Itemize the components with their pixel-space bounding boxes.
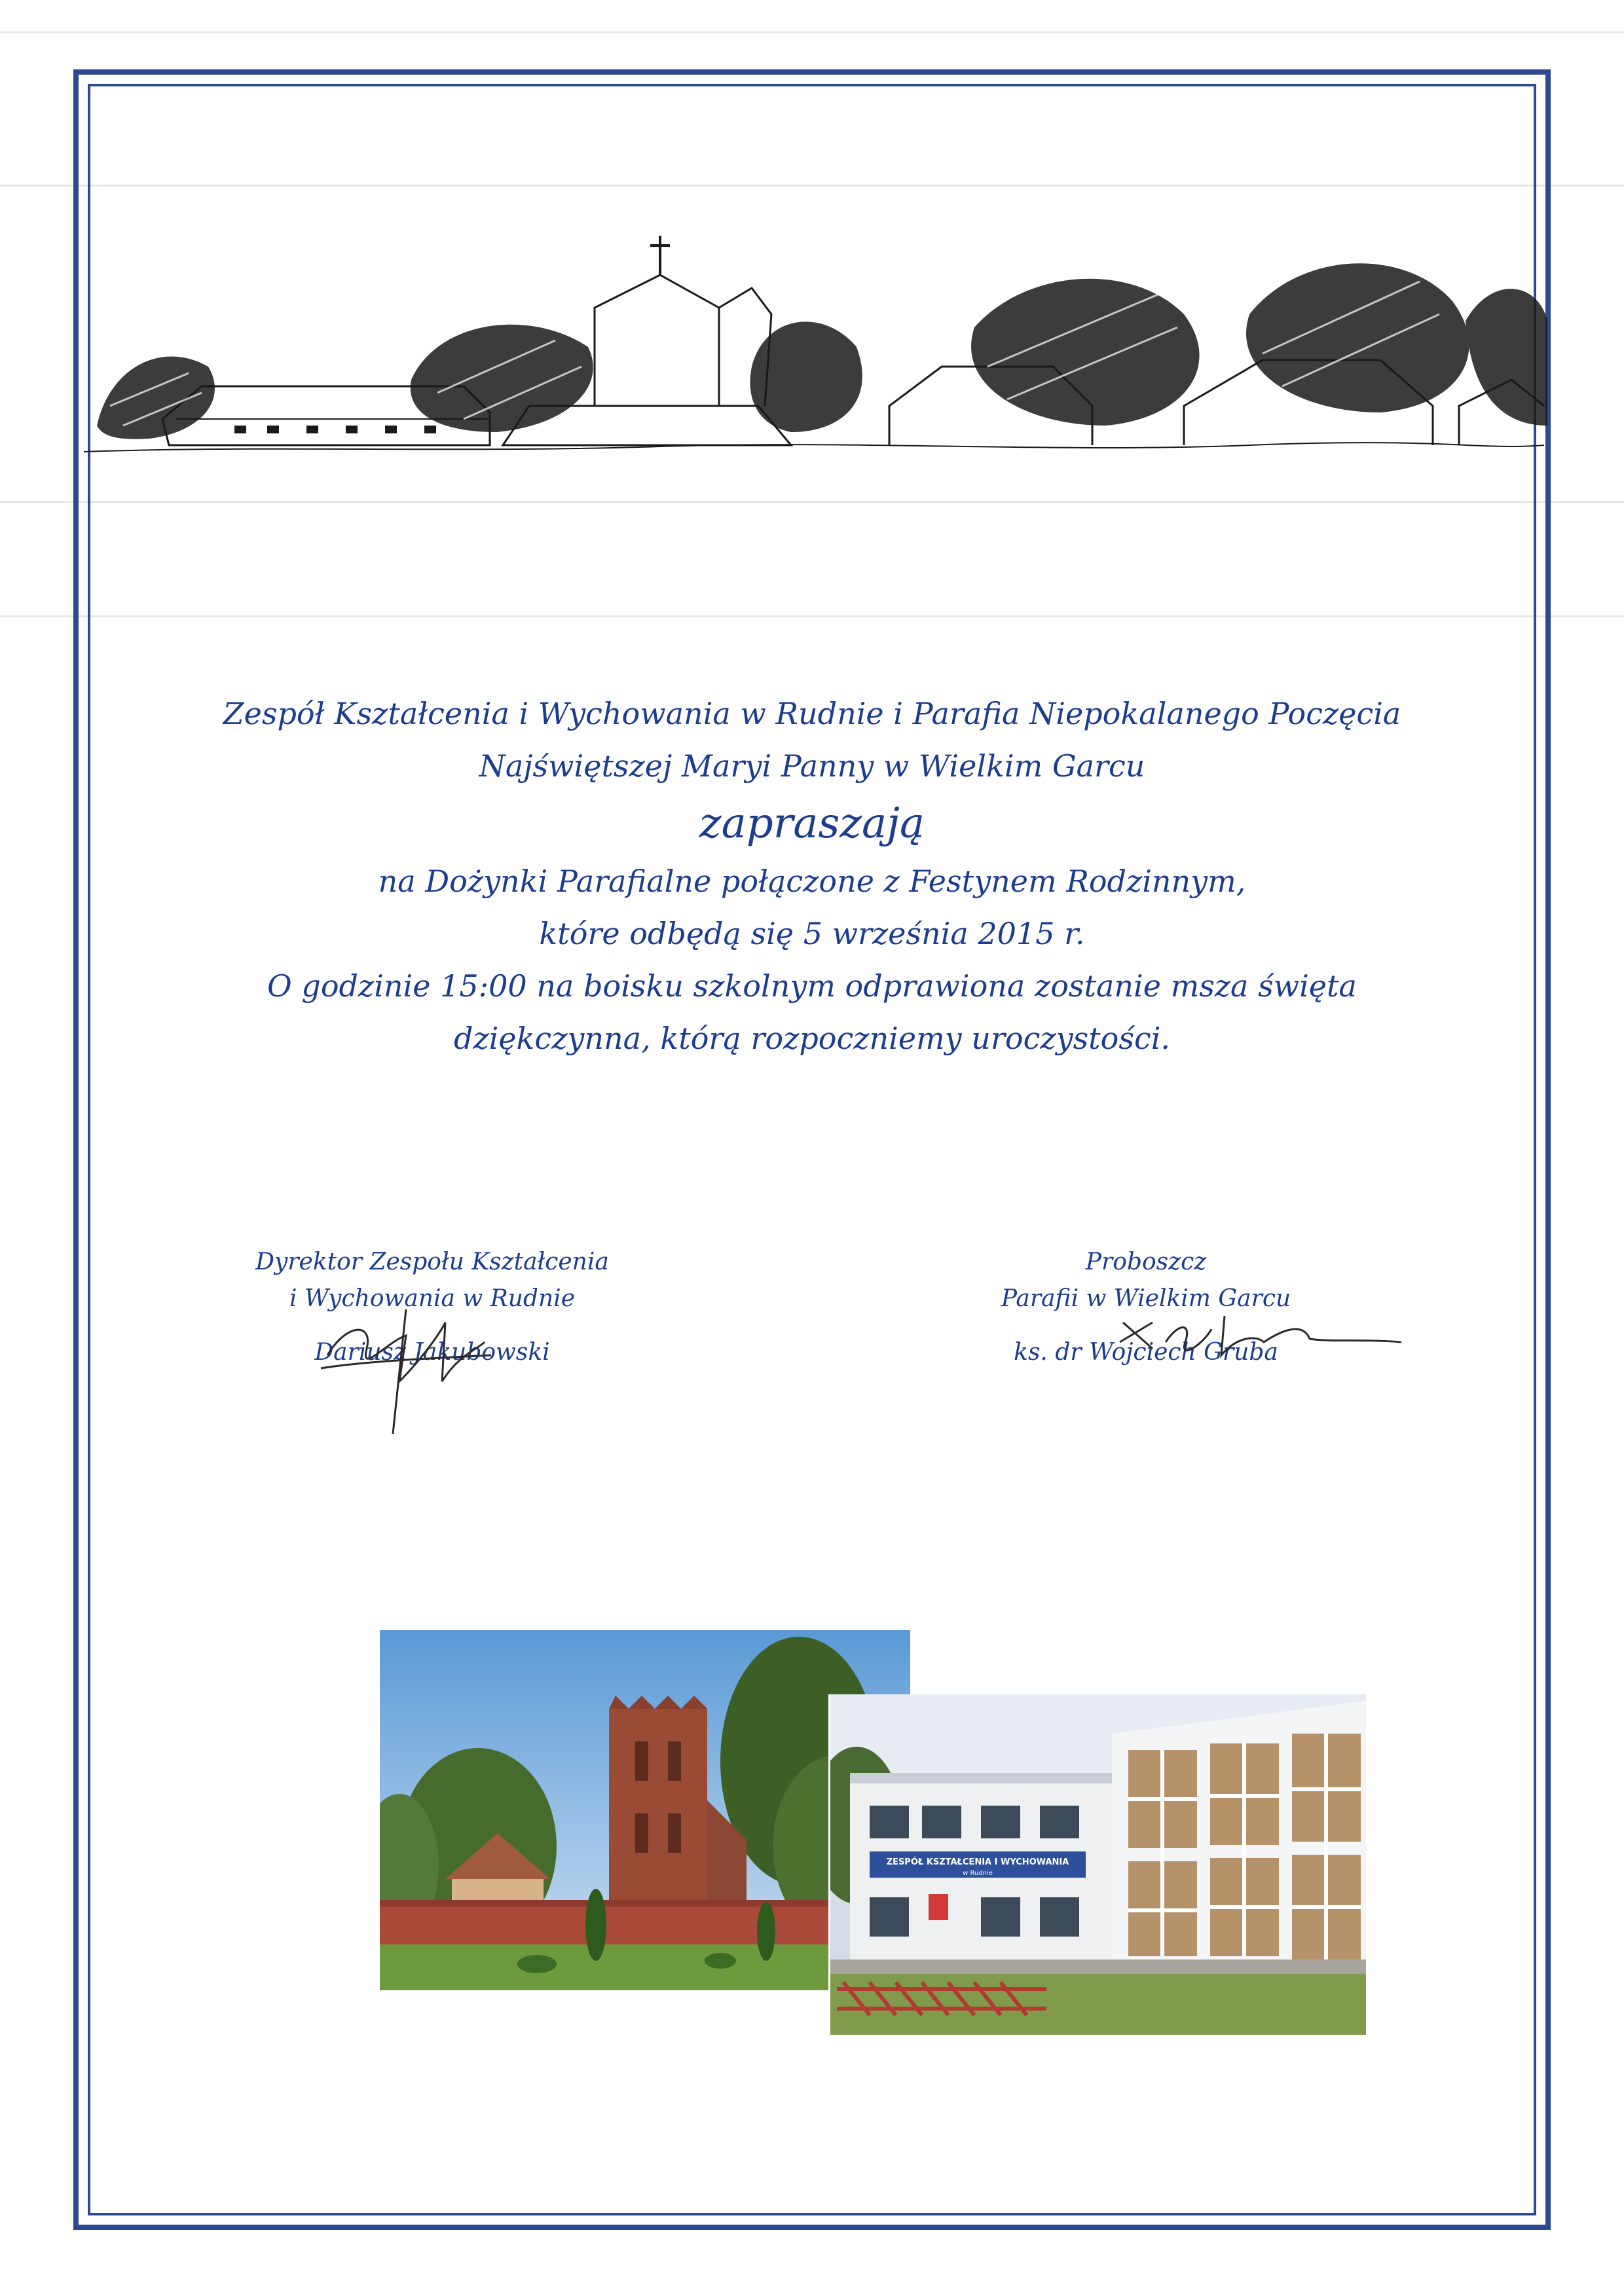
signatory-priest-title-line1: Proboszcz xyxy=(1085,1248,1207,1275)
invitation-line-date: które odbędą się 5 września 2015 r. xyxy=(539,916,1085,951)
invitation-line-event: na Dożynki Parafialne połączone z Festynem Rodzinnym, xyxy=(378,864,1246,899)
signatory-director-name: Dariusz Jakubowski xyxy=(314,1339,550,1366)
director-handwritten-signature xyxy=(308,1283,504,1440)
invitation-headline: zapraszają xyxy=(699,799,925,848)
invitation-line-mass: O godzinie 15:00 na boisku szkolnym odprawiona zostanie msza święta xyxy=(267,968,1357,1004)
signatory-priest-name: ks. dr Wojciech Gruba xyxy=(1014,1339,1278,1366)
school-sign-subtext: w Rudnie xyxy=(963,1870,993,1877)
village-sketch-illustration xyxy=(71,210,1551,484)
scan-artifact-line xyxy=(0,31,1624,33)
invitation-line-organizers: Zespół Kształcenia i Wychowania w Rudnie i Parafia Niepokalanego Poczęcia xyxy=(223,696,1401,731)
school-building-photo xyxy=(830,1694,1366,2035)
invitation-text-block xyxy=(196,687,1428,1065)
signatory-director-title-line2: i Wychowania w Rudnie xyxy=(289,1285,575,1312)
priest-handwritten-signature xyxy=(1113,1303,1414,1381)
signatory-director-title-line1: Dyrektor Zespołu Kształcenia xyxy=(255,1248,609,1275)
school-sign-text: ZESPÓŁ KSZTAŁCENIA I WYCHOWANIA xyxy=(886,1857,1069,1867)
invitation-line-thanksgiving: dziękczynna, którą rozpoczniemy uroczystości. xyxy=(453,1021,1171,1056)
invitation-line-parish: Najświętszej Maryi Panny w Wielkim Garcu xyxy=(479,748,1145,784)
signatory-priest-title-line2: Parafii w Wielkim Garcu xyxy=(1001,1285,1291,1312)
